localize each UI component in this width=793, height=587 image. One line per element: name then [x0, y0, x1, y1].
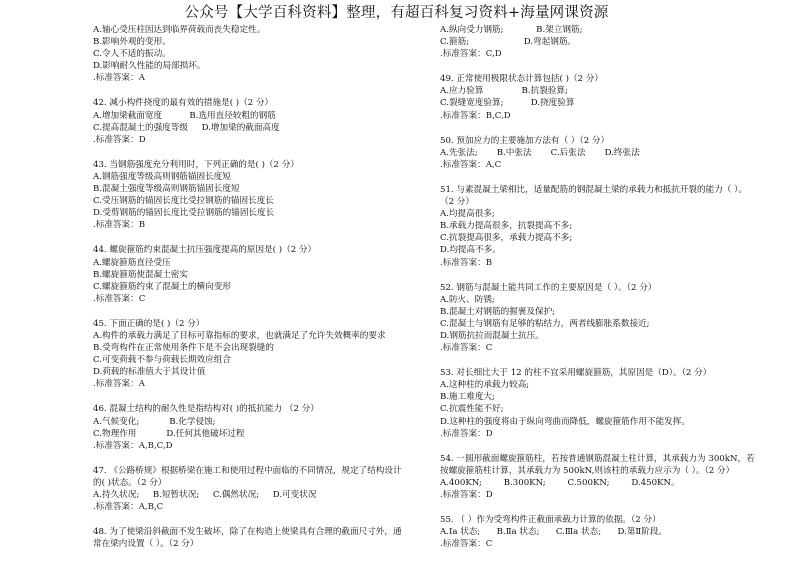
question-line: B.受弯构件在正常使用条件下是不会出现裂缝的 [93, 343, 274, 354]
question-line: 常在梁内设置（ ）。（2 分） [93, 539, 199, 550]
question-block [93, 403, 423, 451]
question-line: A.构件的承载力满足了目标可靠指标的要求，也就满足了允许失效概率的要求 [93, 330, 386, 341]
question-block [440, 73, 785, 121]
left-column [93, 24, 423, 563]
standard-answer: .标准答案：B [440, 257, 493, 268]
standard-answer: .标准答案：C [440, 539, 493, 550]
question-line: B.螺旋箍筋使混凝土密实 [93, 269, 188, 280]
question-line: A.气候变化; B.化学侵蚀; [93, 416, 216, 427]
question-block [93, 97, 423, 145]
question-line: A.钢筋强度等级高则钢筋锚固长度短 [93, 171, 231, 182]
question-line: 51. 与素混凝土梁相比，适量配筋的钢混凝土梁的承载力和抵抗开裂的能力（ ）。 [440, 184, 748, 195]
question-line: 44. 螺旋箍筋约束混凝土抗压强度提高的原因是( )（2 分） [93, 245, 317, 256]
question-line: B.混凝土强度等级高则钢筋锚固长度短 [93, 184, 240, 195]
question-line: D.这种柱的强度将由于纵向弯曲而降低，螺旋箍筋作用不能发挥。 [440, 416, 690, 427]
question-block [440, 514, 785, 550]
question-line: C.抗震性能不好; [440, 404, 504, 415]
question-line: A.持久状况; B.短暂状况; C.偶然状况; D.可变状况 [93, 490, 317, 500]
question-line: A.增加梁截面宽度 B.选用直径较粗的钢筋 [93, 110, 276, 121]
question-line: B.混凝土对钢筋的握裹及保护; [440, 306, 556, 317]
question-block [93, 244, 423, 304]
question-line: D.钢筋抗拉而混凝土抗压。 [440, 330, 544, 341]
question-line: C.箍筋; D.弯起钢筋。 [440, 37, 577, 48]
question-line: A.应力验算 B.抗裂验算; [440, 86, 568, 97]
question-block [93, 526, 423, 550]
standard-answer: .标准答案：D [440, 428, 493, 439]
question-line: A.螺旋箍筋直径受压 [93, 257, 171, 268]
standard-answer: .标准答案：B,C,D [440, 110, 511, 121]
question-line: 42. 减小构件挠度的最有效的措施是( )（2 分） [93, 98, 274, 109]
question-line: D.影响耐久性能的局部损坏。 [93, 61, 206, 72]
question-line: 54. 一圆形截面螺旋箍筋柱，若按普通钢筋混凝土柱计算，其承载力为 300kN，若 [440, 453, 755, 464]
question-line: 50. 预加应力的主要施加方法有（ ）（2 分） [440, 135, 610, 146]
question-line: B.施工难度大; [440, 392, 495, 403]
standard-answer: .标准答案：D [93, 134, 146, 145]
question-line: A.防火、防锈; [440, 294, 495, 305]
question-block [93, 159, 423, 232]
question-line: 的( )状态。（2 分） [93, 477, 167, 488]
question-line: （2 分） [440, 197, 474, 208]
question-block [440, 453, 785, 501]
question-line: A.400KN; B.300KN; C.500KN; D.450KN。 [440, 477, 680, 488]
question-block [440, 367, 785, 440]
question-line: C.抗裂提高很多，承载力提高不多; [440, 233, 573, 244]
page-header: 公众号【大学百科资料】整理，有超百科复习资料+海量网课资源 [184, 5, 609, 21]
question-line: C.螺旋箍筋约束了混凝土的横向变形 [93, 281, 231, 292]
question-line: A.均提高很多; [440, 209, 495, 220]
right-column [440, 24, 785, 563]
question-line: A.这种柱的承载力较高; [440, 380, 530, 391]
question-line: C.裂缝宽度验算; D.挠度验算 [440, 98, 575, 109]
question-block [440, 135, 785, 171]
question-line: B.承载力提高很多，抗裂提高不多; [440, 221, 573, 232]
question-block [93, 318, 423, 391]
question-block [440, 282, 785, 355]
standard-answer: .标准答案：D [440, 490, 493, 500]
question-line: A.先张法; B.中张法 C.后张法 D.终张法 [440, 147, 640, 158]
question-line: C.混凝土与钢筋有足够的粘结力，两者线膨胀系数接近; [440, 318, 650, 329]
standard-answer: .标准答案：A,B,C [93, 502, 164, 513]
question-line: A.纵向受力钢筋; B.架立钢筋; [440, 25, 583, 35]
standard-answer: .标准答案：C,D [440, 49, 502, 60]
question-line: 48. 为了使梁沿斜截面不发生破坏，除了在构造上使梁具有合理的截面尺寸外，通 [93, 527, 402, 538]
question-line: B.影响外观的变形。 [93, 37, 171, 48]
standard-answer: .标准答案：B [93, 220, 146, 231]
question-line: A.Ⅰa 状态; B.Ⅱa 状态; C.Ⅲa 状态; D.第Ⅱ阶段。 [440, 527, 668, 538]
question-line: D.受剪钢筋的锚固长度比受拉钢筋的锚固长度长 [93, 208, 275, 219]
question-line: 45. 下面正确的是( )（2 分） [93, 318, 205, 329]
question-line: 53. 对长细比大于 12 的柱不宜采用螺旋箍筋，其原因是（D）。（2 分） [440, 368, 712, 379]
question-line: 按螺旋箍筋柱计算，其承载力为 500kN,则该柱的承载力应示为（ ）。（2 分） [440, 465, 735, 476]
question-line: 49. 正常使用极限状态计算包括( )（2 分） [440, 74, 603, 85]
question-line: 43. 当钢筋强度充分利用时，下列正确的是( )（2 分） [93, 159, 299, 170]
question-line: C.受压钢筋的锚固长度比受拉钢筋的锚固长度长 [93, 196, 274, 207]
question-line: C.物理作用 D.任何其他破坏过程 [93, 428, 245, 439]
question-line: C.提高混凝土的强度等级 D.增加梁的截面高度 [93, 122, 280, 133]
question-block [93, 465, 423, 513]
question-line: C.令人不适的振动。 [93, 49, 171, 60]
standard-answer: .标准答案：A,C [440, 159, 502, 170]
standard-answer: .标准答案：C [440, 343, 493, 354]
question-line: C.可变荷载不参与荷载长期效应组合 [93, 355, 231, 366]
question-block [440, 184, 785, 269]
question-line: 47. 《公路桥规》根据桥梁在施工和使用过程中面临的不同情况，规定了结构设计 [93, 465, 402, 476]
question-line: D.荷载的标准值大于其设计值 [93, 367, 206, 378]
question-line: 46. 混凝土结构的耐久性是指结构对( )的抵抗能力 （2 分） [93, 404, 319, 415]
standard-answer: .标准答案：C [93, 293, 146, 304]
question-block [440, 24, 785, 60]
question-line: 52. 钢筋与混凝土能共同工作的主要原因是（ ）。（2 分） [440, 282, 657, 293]
standard-answer: .标准答案：A [93, 73, 145, 84]
question-line: 55. （ ）作为受弯构件正截面承载力计算的依据。（2 分） [440, 515, 661, 526]
standard-answer: .标准答案：A,B,C,D [93, 440, 173, 451]
question-line: D.均提高不多。 [440, 245, 501, 256]
question-block [93, 24, 423, 84]
question-line: A.轴心受压柱因达到临界荷载而丧失稳定性。 [93, 25, 266, 35]
standard-answer: .标准答案：A [93, 379, 145, 390]
